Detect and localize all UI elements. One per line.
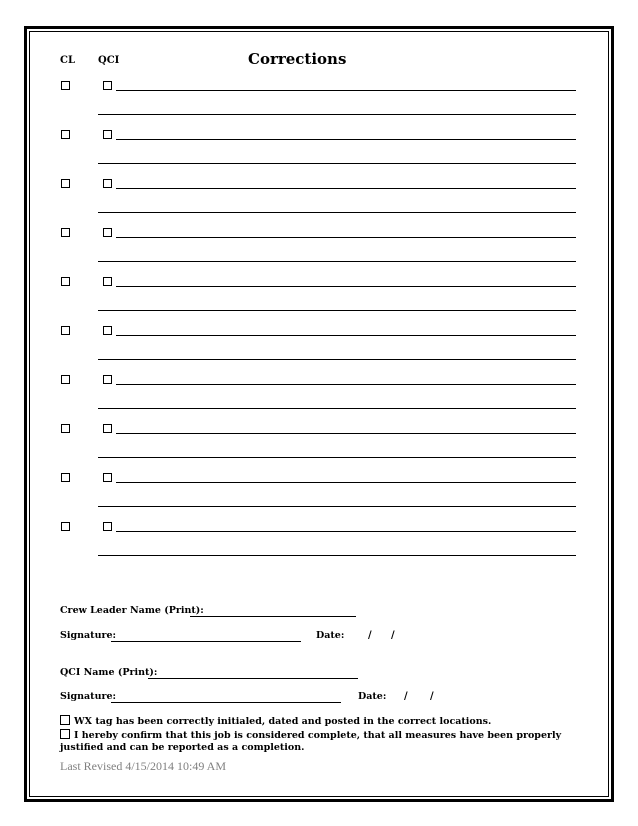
qci-date-label: Date: [358,691,387,702]
qci-checkbox[interactable] [103,130,112,139]
cl-column-header: CL [60,55,75,66]
correction-line-2[interactable] [98,310,576,311]
qci-checkbox[interactable] [103,326,112,335]
correction-line-1[interactable] [116,286,576,287]
cl-checkbox[interactable] [61,130,70,139]
correction-line-2[interactable] [98,555,576,556]
crew-leader-signature-field[interactable] [111,630,301,642]
qci-name-label: QCI Name (Print): [60,667,158,678]
correction-row [0,227,638,276]
correction-line-1[interactable] [116,237,576,238]
job-complete-confirmation [60,729,580,755]
cl-checkbox[interactable] [61,179,70,188]
correction-line-2[interactable] [98,457,576,458]
correction-row [0,521,638,570]
correction-line-2[interactable] [98,163,576,164]
cl-checkbox[interactable] [61,522,70,531]
correction-line-1[interactable] [116,433,576,434]
correction-row [0,325,638,374]
correction-line-1[interactable] [116,335,576,336]
correction-row [0,472,638,521]
correction-line-1[interactable] [116,531,576,532]
correction-line-1[interactable] [116,90,576,91]
last-revised-footer: Last Revised 4/15/2014 10:49 AM [60,759,226,773]
correction-row [0,374,638,423]
corrections-title: Corrections [248,50,347,68]
qci-name-field[interactable] [148,667,358,679]
qci-column-header: QCI [98,55,120,66]
cl-checkbox[interactable] [61,277,70,286]
crew-leader-signature-label: Signature: [60,630,117,641]
wx-tag-checkbox[interactable] [60,715,70,725]
correction-row [0,423,638,472]
qci-checkbox[interactable] [103,277,112,286]
qci-signature-field[interactable] [111,691,341,703]
qci-checkbox[interactable] [103,81,112,90]
crew-leader-name-label: Crew Leader Name (Print): [60,605,204,616]
qci-signature-label: Signature: [60,691,117,702]
qci-date-separator-2: / [430,691,434,702]
job-complete-text: I hereby confirm that this job is considered complete, that all measures have been properly justified and can be reported as a completion. [60,729,562,753]
correction-line-2[interactable] [98,261,576,262]
qci-checkbox[interactable] [103,179,112,188]
qci-date-separator-1: / [404,691,408,702]
correction-line-1[interactable] [116,139,576,140]
correction-line-1[interactable] [116,482,576,483]
qci-checkbox[interactable] [103,424,112,433]
correction-row [0,178,638,227]
confirmation-block [60,715,580,755]
cl-checkbox[interactable] [61,473,70,482]
cl-checkbox[interactable] [61,424,70,433]
wx-tag-confirmation [60,715,580,729]
correction-line-1[interactable] [116,384,576,385]
correction-row [0,80,638,129]
job-complete-checkbox[interactable] [60,729,70,739]
qci-checkbox[interactable] [103,473,112,482]
correction-line-2[interactable] [98,506,576,507]
correction-row [0,129,638,178]
correction-line-2[interactable] [98,408,576,409]
qci-checkbox[interactable] [103,228,112,237]
cl-checkbox[interactable] [61,326,70,335]
correction-line-2[interactable] [98,212,576,213]
crew-leader-date-label: Date: [316,630,345,641]
crew-leader-date-separator-2: / [391,630,395,641]
correction-line-1[interactable] [116,188,576,189]
crew-leader-date-separator-1: / [368,630,372,641]
wx-tag-text: WX tag has been correctly initialed, dated and posted in the correct locations. [74,716,492,727]
correction-row [0,276,638,325]
qci-checkbox[interactable] [103,375,112,384]
correction-line-2[interactable] [98,359,576,360]
crew-leader-name-field[interactable] [190,605,356,617]
correction-line-2[interactable] [98,114,576,115]
cl-checkbox[interactable] [61,81,70,90]
cl-checkbox[interactable] [61,228,70,237]
cl-checkbox[interactable] [61,375,70,384]
qci-checkbox[interactable] [103,522,112,531]
